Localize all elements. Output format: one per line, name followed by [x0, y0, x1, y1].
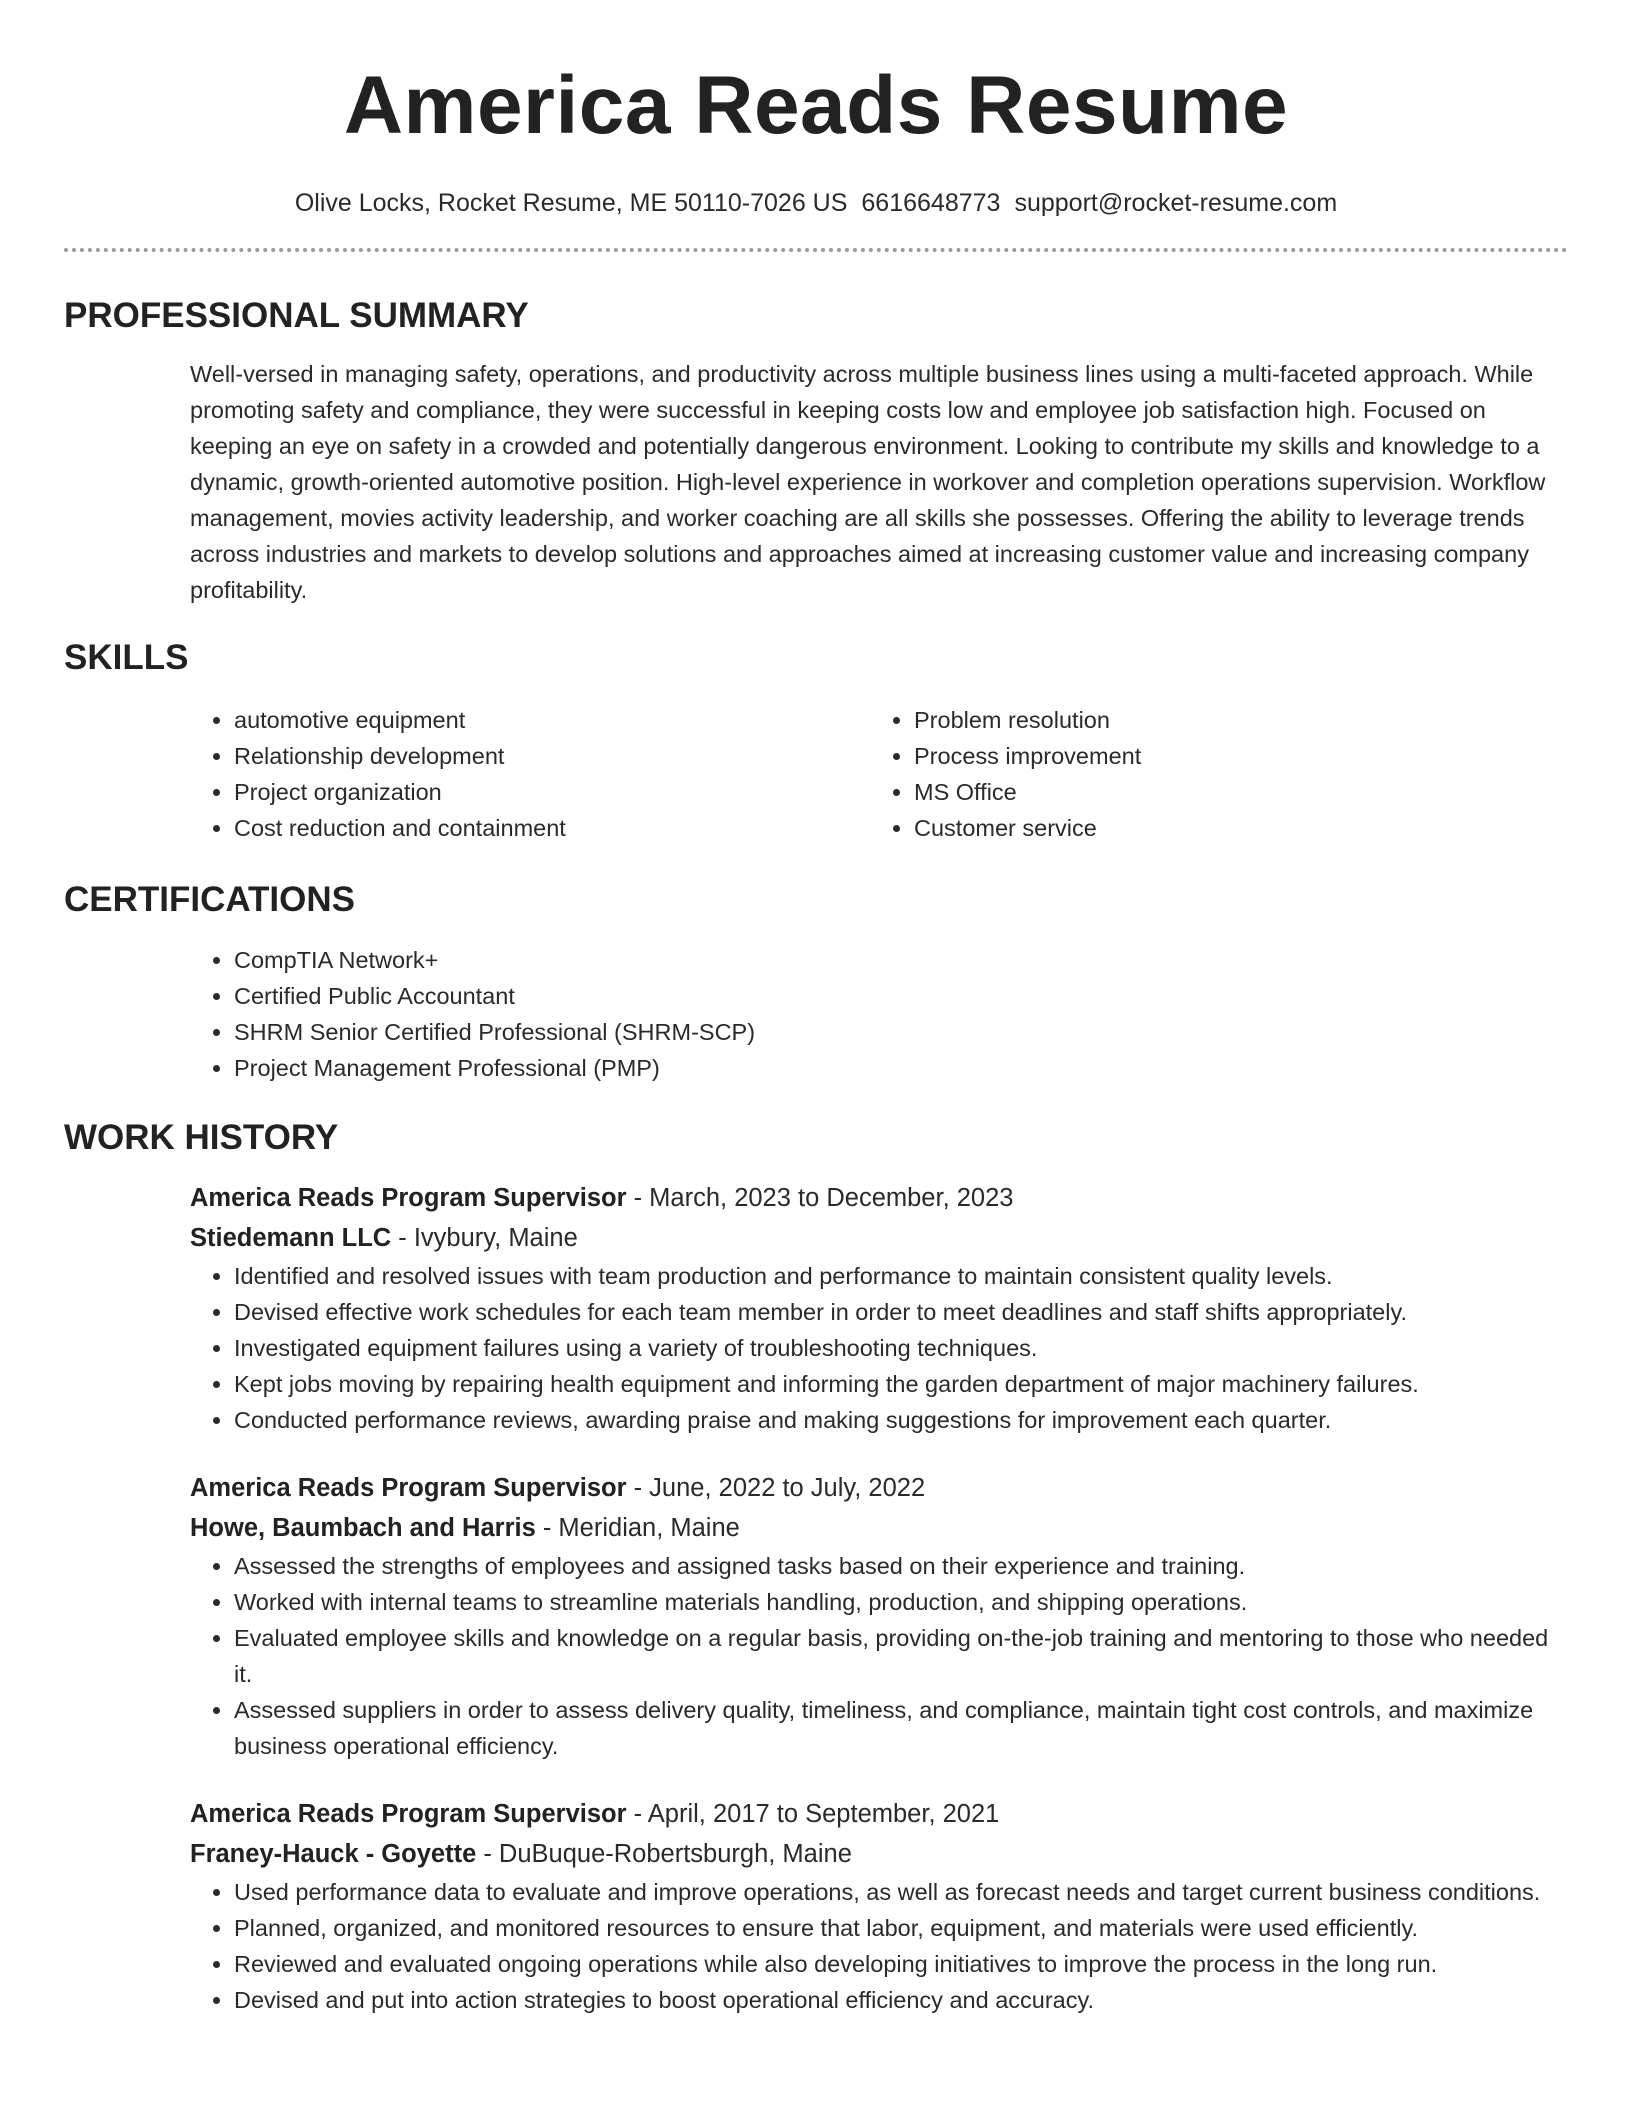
certification-item: • CompTIA Network+: [234, 942, 1568, 978]
skill-item: • MS Office: [914, 774, 1550, 810]
certification-item: • Certified Public Accountant: [234, 978, 1568, 1014]
skill-item: • Problem resolution: [914, 702, 1550, 738]
company-name: Howe, Baumbach and Harris: [190, 1514, 536, 1542]
job-title-line: [190, 1468, 1568, 1508]
certification-item: • Project Management Professional (PMP): [234, 1050, 1568, 1086]
skills-column-left: [190, 702, 870, 846]
certifications-block: [190, 942, 1568, 1086]
job-duty: • Identified and resolved issues with team production and performance to maintain consistent quality levels.: [234, 1258, 1564, 1294]
company-location: - Ivybury, Maine: [391, 1224, 578, 1252]
company-location: - Meridian, Maine: [535, 1514, 740, 1542]
header-divider: [64, 248, 1568, 252]
job-dates: - March, 2023 to December, 2023: [626, 1184, 1014, 1212]
job-duty: • Assessed suppliers in order to assess delivery quality, timeliness, and compliance, maintain tight cost controls, and maximize business operational efficiency.: [234, 1692, 1564, 1764]
skills-list-right: [870, 702, 1550, 846]
skill-item: • Customer service: [914, 810, 1550, 846]
summary-heading: PROFESSIONAL SUMMARY: [64, 296, 529, 335]
job-duty: • Devised and put into action strategies to boost operational efficiency and accuracy.: [234, 1982, 1564, 2018]
job-title-line: [190, 1178, 1568, 1218]
job-entry: [190, 1468, 1568, 1764]
certification-item: • SHRM Senior Certified Professional (SHRM-SCP): [234, 1014, 1568, 1050]
skill-item: • Relationship development: [234, 738, 870, 774]
job-title-line: [190, 1794, 1568, 1834]
skills-grid: [190, 702, 1568, 846]
contact-email: support@rocket-resume.com: [1014, 189, 1338, 217]
job-duty: • Investigated equipment failures using a variety of troubleshooting techniques.: [234, 1330, 1564, 1366]
company-name: Stiedemann LLC: [190, 1224, 392, 1252]
job-duties-list: [190, 1874, 1568, 2018]
job-duty: • Worked with internal teams to streamline materials handling, production, and shipping operations.: [234, 1584, 1564, 1620]
job-duty: • Evaluated employee skills and knowledge on a regular basis, providing on-the-job training and mentoring to those who needed it.: [234, 1620, 1564, 1692]
job-entry: [190, 1178, 1568, 1438]
resume-page: [64, 0, 1568, 2018]
job-title: America Reads Program Supervisor: [190, 1800, 627, 1828]
job-duty: • Kept jobs moving by repairing health equipment and informing the garden department of major machinery failures.: [234, 1366, 1564, 1402]
skill-item: • Process improvement: [914, 738, 1550, 774]
resume-title: America Reads Resume: [343, 60, 1289, 151]
job-duty: • Assessed the strengths of employees and assigned tasks based on their experience and training.: [234, 1548, 1564, 1584]
job-duty: • Conducted performance reviews, awarding praise and making suggestions for improvement each quarter.: [234, 1402, 1564, 1438]
company-location: - DuBuque-Robertsburgh, Maine: [476, 1840, 852, 1868]
certifications-list: [190, 942, 1568, 1086]
job-title: America Reads Program Supervisor: [190, 1184, 627, 1212]
company-line: [190, 1834, 1568, 1874]
certifications-heading: CERTIFICATIONS: [64, 880, 356, 919]
job-duty: • Used performance data to evaluate and improve operations, as well as forecast needs and target current business conditions.: [234, 1874, 1564, 1910]
skill-item: • Project organization: [234, 774, 870, 810]
job-duties-list: [190, 1258, 1568, 1438]
contact-address: Olive Locks, Rocket Resume, ME 50110-7026 US: [294, 189, 848, 217]
skill-item: • automotive equipment: [234, 702, 870, 738]
skill-item: • Cost reduction and containment: [234, 810, 870, 846]
job-entry: [190, 1794, 1568, 2018]
skills-heading: SKILLS: [64, 638, 189, 677]
contact-phone: 6616648773: [861, 189, 1001, 217]
job-dates: - June, 2022 to July, 2022: [626, 1474, 926, 1502]
company-name: Franey-Hauck - Goyette: [190, 1840, 477, 1868]
skills-list-left: [190, 702, 870, 846]
job-duty: • Reviewed and evaluated ongoing operations while also developing initiatives to improve the process in the long run.: [234, 1946, 1564, 1982]
job-duty: • Planned, organized, and monitored resources to ensure that labor, equipment, and materials were used efficiently.: [234, 1910, 1564, 1946]
job-duties-list: [190, 1548, 1568, 1764]
skills-column-right: [870, 702, 1550, 846]
company-line: [190, 1508, 1568, 1548]
job-duty: • Devised effective work schedules for each team member in order to meet deadlines and staff shifts appropriately.: [234, 1294, 1564, 1330]
summary-text: Well-versed in managing safety, operations, and productivity across multiple business lines using a multi-faceted approach. While promoting safety and compliance, they were successful in keeping costs low and employee job satisfaction high. Focused on keeping an eye on safety in a crowded and potentially dangerous environment. Looking to contribute my skills and knowledge to a dynamic, growth-oriented automotive position. High-level experience in workover and completion operations supervision. Workflow management, movies activity leadership, and worker coaching are all skills she possesses. Offering the ability to leverage trends across industries and markets to develop solutions and approaches aimed at increasing customer value and increasing company profitability.: [190, 361, 1546, 603]
work-history-heading: WORK HISTORY: [64, 1118, 339, 1157]
job-title: America Reads Program Supervisor: [190, 1474, 627, 1502]
job-dates: - April, 2017 to September, 2021: [626, 1800, 1000, 1828]
company-line: [190, 1218, 1568, 1258]
contact-line: [64, 188, 1568, 218]
